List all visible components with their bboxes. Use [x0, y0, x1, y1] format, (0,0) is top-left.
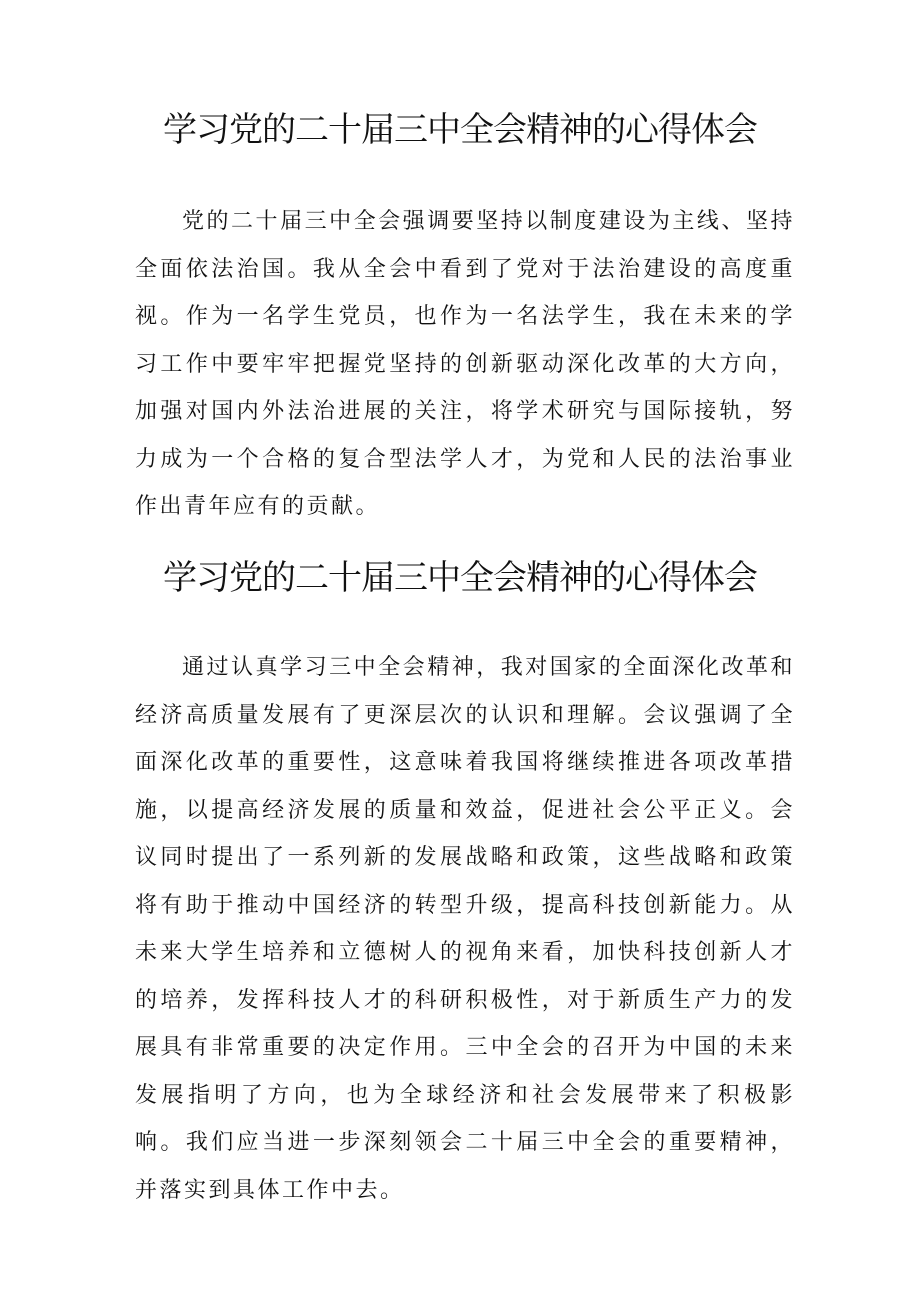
article-paragraph-2: 通过认真学习三中全会精神，我对国家的全面深化改革和经济高质量发展有了更深层次的认识和理解。会议强调了全面深化改革的重要性，这意味着我国将继续推进各项改革措施，以提高经济发展的质量和效益，促进社会公平正义。会议同时提出了一系列新的发展战略和政策，这些战略和政策将有助于推动中国经济的转型升级，提高科技创新能力。从未来大学生培养和立德树人的视角来看，加快科技创新人才的培养，发挥科技人才的科研积极性，对于新质生产力的发展具有非常重要的决定作用。三中全会的召开为中国的未来发展指明了方向，也为全球经济和社会发展带来了积极影响。我们应当进一步深刻领会二十届三中全会的重要精神，并落实到具体工作中去。	[135, 655, 795, 1203]
article-title-2: 学习党的二十届三中全会精神的心得体会	[163, 558, 757, 598]
article-paragraph-1: 党的二十届三中全会强调要坚持以制度建设为主线、坚持全面依法治国。我从全会中看到了党对于法治建设的高度重视。作为一名学生党员，也作为一名法学生，我在未来的学习工作中要牢牢把握党坚持的创新驱动深化改革的大方向，加强对国内外法治进展的关注，将学术研究与国际接轨，努力成为一个合格的复合型法学人才，为党和人民的法治事业作出青年应有的贡献。	[135, 209, 795, 519]
article-title-1: 学习党的二十届三中全会精神的心得体会	[163, 110, 757, 150]
